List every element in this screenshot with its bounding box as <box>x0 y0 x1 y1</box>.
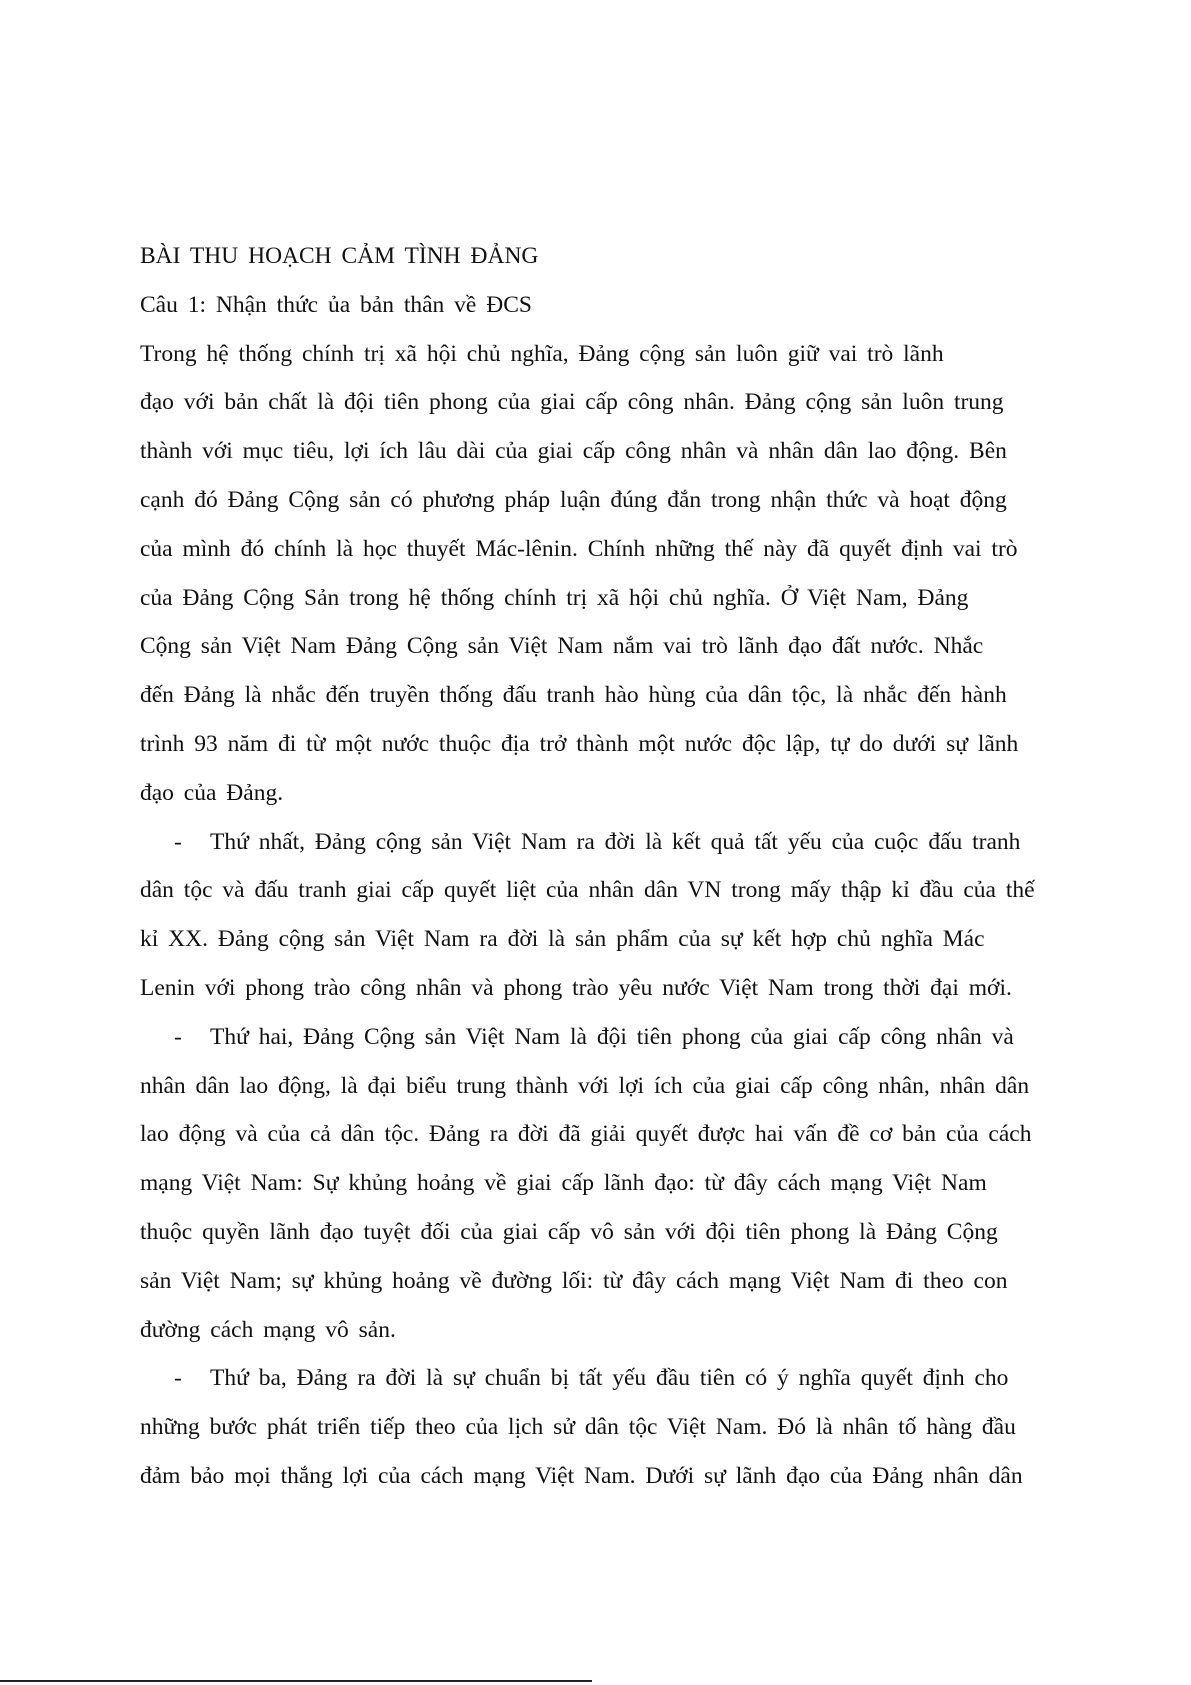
paragraph-line: thành với mục tiêu, lợi ích lâu dài của giai cấp công nhân và nhân dân lao động. Bên <box>140 438 1007 465</box>
paragraph-line: Thứ ba, Đảng ra đời là sự chuẩn bị tất yếu đầu tiên có ý nghĩa quyết định cho <box>210 1365 1009 1392</box>
bullet-dash: - <box>174 1365 182 1392</box>
paragraph-line: đường cách mạng vô sản. <box>140 1316 396 1343</box>
paragraph-line: Cộng sản Việt Nam Đảng Cộng sản Việt Nam nắm vai trò lãnh đạo đất nước. Nhắc <box>140 633 984 660</box>
bullet-point-2 <box>140 1013 1140 1355</box>
paragraph-line: Thứ hai, Đảng Cộng sản Việt Nam là đội tiên phong của giai cấp công nhân và <box>210 1023 1014 1050</box>
intro-paragraph <box>140 330 1140 818</box>
bullet-dash: - <box>174 828 182 855</box>
document-body <box>140 232 1140 1501</box>
paragraph-line: đảm bảo mọi thắng lợi của cách mạng Việt Nam. Dưới sự lãnh đạo của Đảng nhân dân <box>140 1462 1023 1489</box>
paragraph-line: đến Đảng là nhắc đến truyền thống đấu tranh hào hùng của dân tộc, là nhắc đến hành <box>140 682 1007 709</box>
paragraph-line: sản Việt Nam; sự khủng hoảng về đường lối: từ đây cách mạng Việt Nam đi theo con <box>140 1267 1008 1294</box>
bullet-point-1 <box>140 818 1140 1013</box>
paragraph-line: lao động và của cả dân tộc. Đảng ra đời đã giải quyết được hai vấn đề cơ bản của cách <box>140 1121 1032 1148</box>
paragraph-line: của Đảng Cộng Sản trong hệ thống chính trị xã hội chủ nghĩa. Ở Việt Nam, Đảng <box>140 584 969 611</box>
question-heading: Câu 1: Nhận thức ủa bản thân về ĐCS <box>140 291 532 318</box>
bullet-first-line <box>140 818 1140 867</box>
paragraph-line: những bước phát triển tiếp theo của lịch sử dân tộc Việt Nam. Đó là nhân tố hàng đầu <box>140 1414 1016 1441</box>
bullet-first-line <box>140 1013 1140 1062</box>
bullet-first-line <box>140 1354 1140 1403</box>
paragraph-line: kỉ XX. Đảng cộng sản Việt Nam ra đời là sản phẩm của sự kết hợp chủ nghĩa Mác <box>140 926 985 953</box>
paragraph-line: mạng Việt Nam: Sự khủng hoảng về giai cấp lãnh đạo: từ đây cách mạng Việt Nam <box>140 1170 987 1197</box>
paragraph-line: dân tộc và đấu tranh giai cấp quyết liệt của nhân dân VN trong mấy thập kỉ đầu của thế <box>140 877 1035 904</box>
paragraph-line: đạo với bản chất là đội tiên phong của giai cấp công nhân. Đảng cộng sản luôn trung <box>140 389 1004 416</box>
paragraph-line: Lenin với phong trào công nhân và phong trào yêu nước Việt Nam trong thời đại mới. <box>140 974 1012 1001</box>
bullet-point-3 <box>140 1354 1140 1500</box>
paragraph-line: nhân dân lao động, là đại biểu trung thành với lợi ích của giai cấp công nhân, nhân dân <box>140 1072 1030 1099</box>
paragraph-line: của mình đó chính là học thuyết Mác-lênin. Chính những thế này đã quyết định vai trò <box>140 535 1018 562</box>
paragraph-line: trình 93 năm đi từ một nước thuộc địa trở thành một nước độc lập, tự do dưới sự lãnh <box>140 730 1019 757</box>
paragraph-line: thuộc quyền lãnh đạo tuyệt đối của giai cấp vô sản với đội tiên phong là Đảng Cộng <box>140 1218 998 1245</box>
paragraph-line: đạo của Đảng. <box>140 779 284 806</box>
footer-divider <box>0 1680 592 1682</box>
document-title: BÀI THU HOẠCH CẢM TÌNH ĐẢNG <box>140 243 539 269</box>
paragraph-line: Trong hệ thống chính trị xã hội chủ nghĩa, Đảng cộng sản luôn giữ vai trò lãnh <box>140 340 944 367</box>
paragraph-line: cạnh đó Đảng Cộng sản có phương pháp luận đúng đắn trong nhận thức và hoạt động <box>140 486 1007 513</box>
bullet-dash: - <box>174 1023 182 1050</box>
paragraph-line: Thứ nhất, Đảng cộng sản Việt Nam ra đời là kết quả tất yếu của cuộc đấu tranh <box>210 828 1021 855</box>
